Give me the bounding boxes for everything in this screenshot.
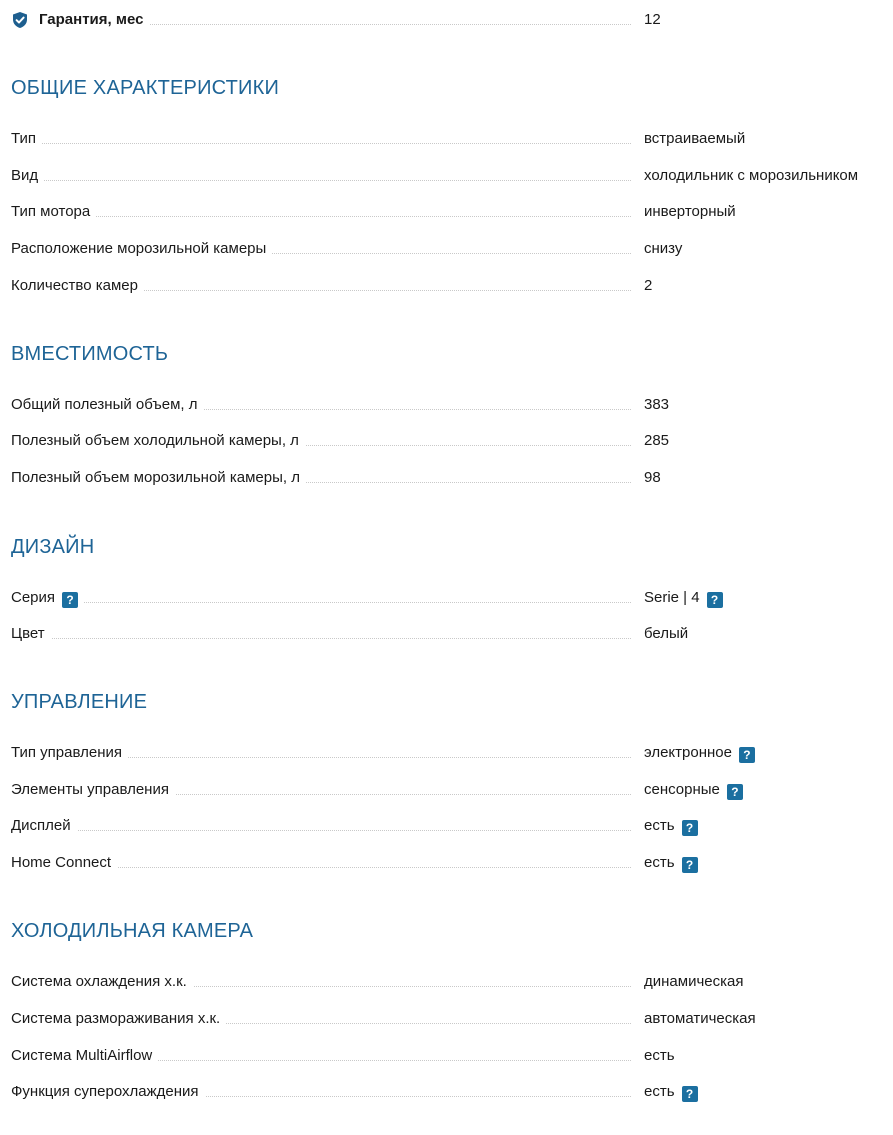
spec-label: Тип	[11, 128, 42, 150]
section-heading-capacity: ВМЕСТИМОСТЬ	[11, 343, 169, 365]
spec-value: есть ?	[644, 852, 698, 874]
spec-label: Вид	[11, 165, 44, 187]
help-icon[interactable]: ?	[727, 784, 743, 800]
spec-label: Цвет	[11, 623, 51, 645]
spec-label: Дисплей	[11, 815, 77, 837]
spec-value: сенсорные ?	[644, 779, 743, 801]
spec-label: Функция суперохлаждения	[11, 1081, 205, 1103]
spec-label: Система размораживания х.к.	[11, 1008, 226, 1030]
spec-row	[0, 165, 893, 189]
spec-label: Элементы управления	[11, 779, 175, 801]
spec-value: есть ?	[644, 1081, 698, 1103]
spec-value: есть	[644, 1047, 675, 1064]
spec-row	[0, 201, 893, 225]
spec-row	[0, 430, 893, 454]
spec-label: Тип управления	[11, 742, 128, 764]
spec-value: 98	[644, 469, 661, 486]
section-heading-fridge-chamber: ХОЛОДИЛЬНАЯ КАМЕРА	[11, 920, 254, 942]
help-icon[interactable]: ?	[62, 592, 78, 608]
spec-value: белый	[644, 625, 689, 642]
spec-row	[0, 971, 893, 995]
help-icon[interactable]: ?	[707, 592, 723, 608]
spec-row	[0, 394, 893, 418]
help-icon[interactable]: ?	[739, 747, 755, 763]
spec-label: Полезный объем холодильной камеры, л	[11, 430, 305, 452]
spec-row	[0, 1008, 893, 1032]
spec-row	[0, 742, 893, 766]
spec-row	[0, 779, 893, 803]
spec-row	[0, 238, 893, 262]
spec-value: холодильник с морозильником	[644, 167, 859, 184]
spec-value: инверторный	[644, 203, 736, 220]
spec-value: Serie | 4 ?	[644, 587, 723, 609]
spec-label: Серия ?	[11, 587, 84, 609]
spec-row	[0, 587, 893, 611]
shield-check-icon	[11, 11, 29, 29]
spec-row	[0, 623, 893, 647]
spec-label: Система охлаждения х.к.	[11, 971, 193, 993]
warranty-value: 12	[644, 11, 661, 28]
spec-label: Система MultiAirflow	[11, 1045, 158, 1067]
spec-label: Расположение морозильной камеры	[11, 238, 272, 260]
spec-row	[0, 128, 893, 152]
spec-label: Home Connect	[11, 852, 117, 874]
spec-label: Количество камер	[11, 275, 144, 297]
warranty-row	[0, 9, 893, 33]
help-icon[interactable]: ?	[682, 1086, 698, 1102]
spec-value: 285	[644, 432, 670, 449]
spec-value: снизу	[644, 240, 683, 257]
spec-row	[0, 1045, 893, 1069]
warranty-label: Гарантия, мес	[39, 9, 149, 31]
spec-value: есть ?	[644, 815, 698, 837]
section-heading-controls: УПРАВЛЕНИЕ	[11, 691, 148, 713]
spec-row	[0, 275, 893, 299]
section-heading-general: ОБЩИЕ ХАРАКТЕРИСТИКИ	[11, 77, 280, 99]
spec-row	[0, 815, 893, 839]
spec-value: электронное ?	[644, 742, 755, 764]
spec-label: Тип мотора	[11, 201, 96, 223]
spec-value: динамическая	[644, 973, 744, 990]
spec-value: встраиваемый	[644, 130, 746, 147]
section-heading-design: ДИЗАЙН	[11, 536, 95, 558]
spec-value: 383	[644, 396, 670, 413]
help-icon[interactable]: ?	[682, 857, 698, 873]
spec-row	[0, 467, 893, 491]
spec-value: 2	[644, 277, 653, 294]
help-icon[interactable]: ?	[682, 820, 698, 836]
spec-label: Полезный объем морозильной камеры, л	[11, 467, 306, 489]
spec-row	[0, 852, 893, 876]
spec-value: автоматическая	[644, 1010, 756, 1027]
spec-row	[0, 1081, 893, 1105]
spec-label: Общий полезный объем, л	[11, 394, 203, 416]
